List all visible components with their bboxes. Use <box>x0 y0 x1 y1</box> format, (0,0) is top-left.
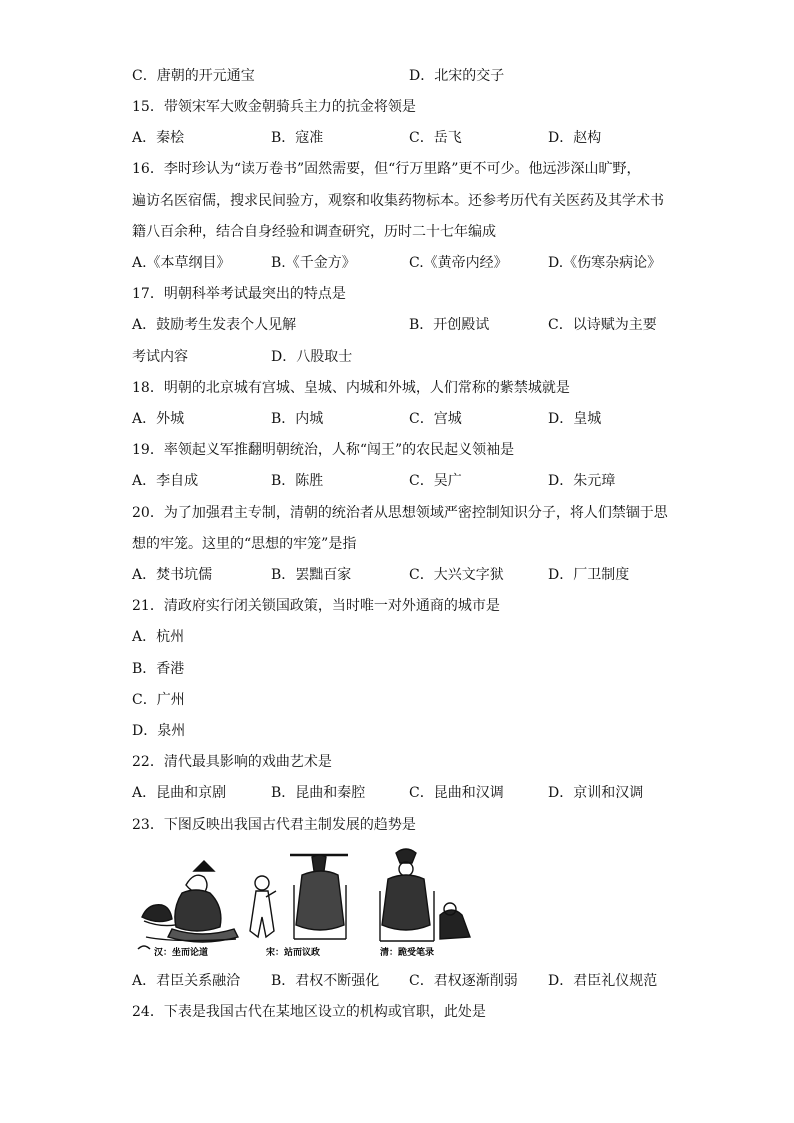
option-c-q15: C．岳飞 <box>409 130 462 146</box>
option-a-q23: A．君臣关系融洽 <box>132 973 241 989</box>
caption-song: 宋：站而议政 <box>266 948 321 958</box>
monarchy-illustration <box>134 845 479 960</box>
option-d-q14: D．北宋的交子 <box>409 68 505 84</box>
question-16-line1: 16．李时珍认为“读万卷书”固然需要，但“行万里路”更不可少。他远涉深山旷野， <box>132 161 641 177</box>
option-b-q15: B．寇准 <box>271 130 324 146</box>
han-scene-figure <box>142 861 238 942</box>
option-d-q20: D．厂卫制度 <box>548 567 630 583</box>
option-a-q16: A.《本草纲目》 <box>132 255 231 271</box>
question-21: 21．清政府实行闭关锁国政策，当时唯一对外通商的城市是 <box>132 598 500 614</box>
option-a-q17: A．鼓励考生发表个人见解 <box>132 317 297 333</box>
option-c-q17-cont: 考试内容 <box>132 349 188 365</box>
option-d-q19: D．朱元璋 <box>548 473 616 489</box>
option-b-q22: B．昆曲和秦腔 <box>271 785 366 801</box>
question-19: 19．率领起义军推翻明朝统治，人称“闯王”的农民起义领袖是 <box>132 442 515 458</box>
caption-qing: 清：跪受笔录 <box>380 948 435 958</box>
question-16-line2: 遍访名医宿儒，搜求民间验方，观察和收集药物标本。还参考历代有关医药及其学术书 <box>132 193 664 209</box>
option-c-q23: C．君权逐渐削弱 <box>409 973 518 989</box>
caption-han: 汉：坐而论道 <box>154 948 209 958</box>
option-c-q18: C．宫城 <box>409 411 462 427</box>
question-23: 23．下图反映出我国古代君主制发展的趋势是 <box>132 817 416 833</box>
question-20-line1: 20．为了加强君主专制，清朝的统治者从思想领域严密控制知识分子，将人们禁锢于思 <box>132 505 668 521</box>
option-c-q21: C．广州 <box>132 692 185 708</box>
option-b-q16: B.《千金方》 <box>271 255 356 271</box>
option-c-q22: C．昆曲和汉调 <box>409 785 504 801</box>
option-d-q15: D．赵构 <box>548 130 602 146</box>
question-17: 17．明朝科举考试最突出的特点是 <box>132 286 346 302</box>
question-16-line3: 籍八百余种，结合自身经验和调查研究，历时二十七年编成 <box>132 224 496 240</box>
option-c-q20: C．大兴文字狱 <box>409 567 504 583</box>
question-18: 18．明朝的北京城有宫城、皇城、内城和外城，人们常称的紫禁城就是 <box>132 380 570 396</box>
option-d-q22: D．京训和汉调 <box>548 785 644 801</box>
option-c-q17: C．以诗赋为主要 <box>548 317 657 333</box>
option-d-q16: D.《伤寒杂病论》 <box>548 255 662 271</box>
option-b-q17: B．开创殿试 <box>409 317 490 333</box>
option-b-q19: B．陈胜 <box>271 473 324 489</box>
question-22: 22．清代最具影响的戏曲艺术是 <box>132 754 332 770</box>
question-24: 24．下表是我国古代在某地区设立的机构或官职，此处是 <box>132 1004 486 1020</box>
option-b-q23: B．君权不断强化 <box>271 973 380 989</box>
question-15: 15．带领宋军大败金朝骑兵主力的抗金将领是 <box>132 99 416 115</box>
option-a-q18: A．外城 <box>132 411 185 427</box>
option-c-q14: C．唐朝的开元通宝 <box>132 68 255 84</box>
option-d-q17: D．八股取士 <box>271 349 353 365</box>
option-a-q21: A．杭州 <box>132 629 185 645</box>
option-d-q21: D．泉州 <box>132 723 186 739</box>
question-20-line2: 想的牢笼。这里的“思想的牢笼”是指 <box>132 536 357 552</box>
option-a-q22: A．昆曲和京剧 <box>132 785 227 801</box>
song-scene-figure <box>250 855 348 939</box>
option-c-q19: C．吴广 <box>409 473 462 489</box>
option-d-q18: D．皇城 <box>548 411 602 427</box>
option-a-q20: A．焚书坑儒 <box>132 567 213 583</box>
option-a-q15: A．秦桧 <box>132 130 185 146</box>
option-b-q21: B．香港 <box>132 661 185 677</box>
option-b-q18: B．内城 <box>271 411 324 427</box>
option-d-q23: D．君臣礼仪规范 <box>548 973 658 989</box>
option-b-q20: B．罢黜百家 <box>271 567 352 583</box>
qing-scene-figure <box>380 849 470 941</box>
option-c-q16: C.《黄帝内经》 <box>409 255 508 271</box>
option-a-q19: A．李自成 <box>132 473 199 489</box>
